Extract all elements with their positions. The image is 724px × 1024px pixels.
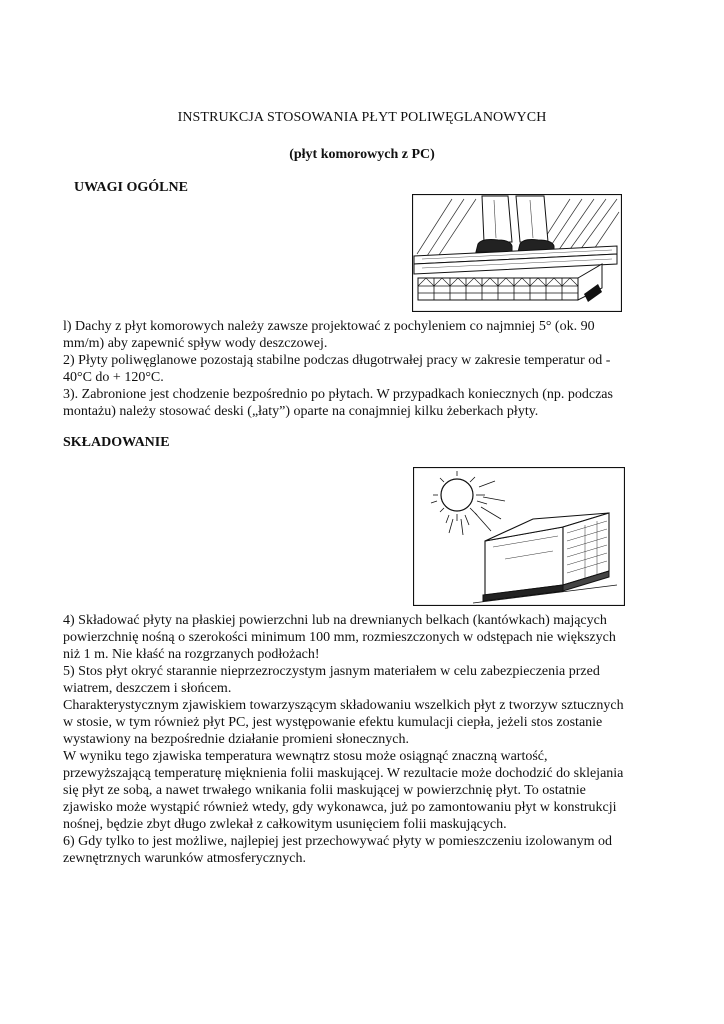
sun-over-stacked-panels-icon	[413, 467, 625, 606]
storage-notes-paragraph	[63, 612, 663, 867]
storage-line-5: wiatrem, deszczem i słońcem.	[63, 681, 232, 696]
storage-line-9: W wyniku tego zjawiska temperatura wewnątrz stosu może osiągnąć znaczną wartość,	[63, 749, 548, 764]
storage-line-10: przewyższającą temperaturę mięknienia folii maskującej. W rezultacie może dochodzić do sklejania	[63, 766, 624, 781]
storage-line-6: Charakterystycznym zjawiskiem towarzyszącym składowaniu wszelkich płyt z tworzyw sztucznych	[63, 698, 624, 713]
storage-line-2: powierzchnię nośną o szerokości minimum 100 mm, rozmieszczonych w odstępach nie większych	[63, 630, 616, 645]
storage-line-4: 5) Stos płyt okryć starannie nieprzezroczystym jasnym materiałem w celu zabezpieczenia przed	[63, 664, 600, 679]
storage-line-1: 4) Składować płyty na płaskiej powierzchni lub na drewnianych belkach (kantówkach) mających	[63, 613, 607, 628]
storage-line-15: zewnętrznych warunków atmosferycznych.	[63, 851, 306, 866]
storage-line-8: wystawiony na bezpośrednie działanie promieni słonecznych.	[63, 732, 409, 747]
general-line-4: 40°C do + 120°C.	[63, 370, 164, 385]
figure-sun-over-stack	[413, 467, 625, 606]
storage-line-13: nośnej, będzie zbyt długo zwlekał z całkowitym usunięciem folii maskujących.	[63, 817, 507, 832]
general-notes-paragraph	[63, 318, 663, 420]
section-heading-storage: SKŁADOWANIE	[63, 435, 170, 450]
general-line-6: montażu) należy stosować deski („łaty”) oparte na conajmniej kilku żeberkach płyty.	[63, 404, 539, 419]
storage-line-3: niż 1 m. Nie kłaść na rozgrzanych podłożach!	[63, 647, 320, 662]
storage-line-14: 6) Gdy tylko to jest możliwe, najlepiej jest przechowywać płyty w pomieszczeniu izolowanym od	[63, 834, 612, 849]
document-subtitle: (płyt komorowych z PC)	[289, 147, 435, 162]
storage-line-11: się płyt ze sobą, a nawet trwałego wnikania folii maskującej w powierzchnię płyt. To ostatnie	[63, 783, 586, 798]
general-line-3: 2) Płyty poliwęglanowe pozostają stabilne podczas długotrwałej pracy w zakresie temperatur od -	[63, 353, 611, 368]
figure-walking-on-boards	[412, 194, 622, 312]
section-heading-general: UWAGI OGÓLNE	[74, 180, 188, 195]
general-line-5: 3). Zabronione jest chodzenie bezpośrednio po płytach. W przypadkach koniecznych (np. podczas	[63, 387, 613, 402]
storage-line-12: zjawisko może wystąpić również wtedy, gdy wykonawca, już po zamontowaniu płyt w konstrukcji	[63, 800, 617, 815]
storage-line-7: w stosie, w tym również płyt PC, jest występowanie efektu kumulacji ciepła, jeżeli stos zostanie	[63, 715, 603, 730]
general-line-2: mm/m) aby zapewnić spływ wody deszczowej.	[63, 336, 328, 351]
document-title: INSTRUKCJA STOSOWANIA PŁYT POLIWĘGLANOWYCH	[177, 110, 547, 125]
general-line-1: l) Dachy z płyt komorowych należy zawsze projektować z pochyleniem co najmniej 5° (ok. 90	[63, 319, 595, 334]
person-standing-on-boards-over-panel-icon	[412, 194, 622, 312]
